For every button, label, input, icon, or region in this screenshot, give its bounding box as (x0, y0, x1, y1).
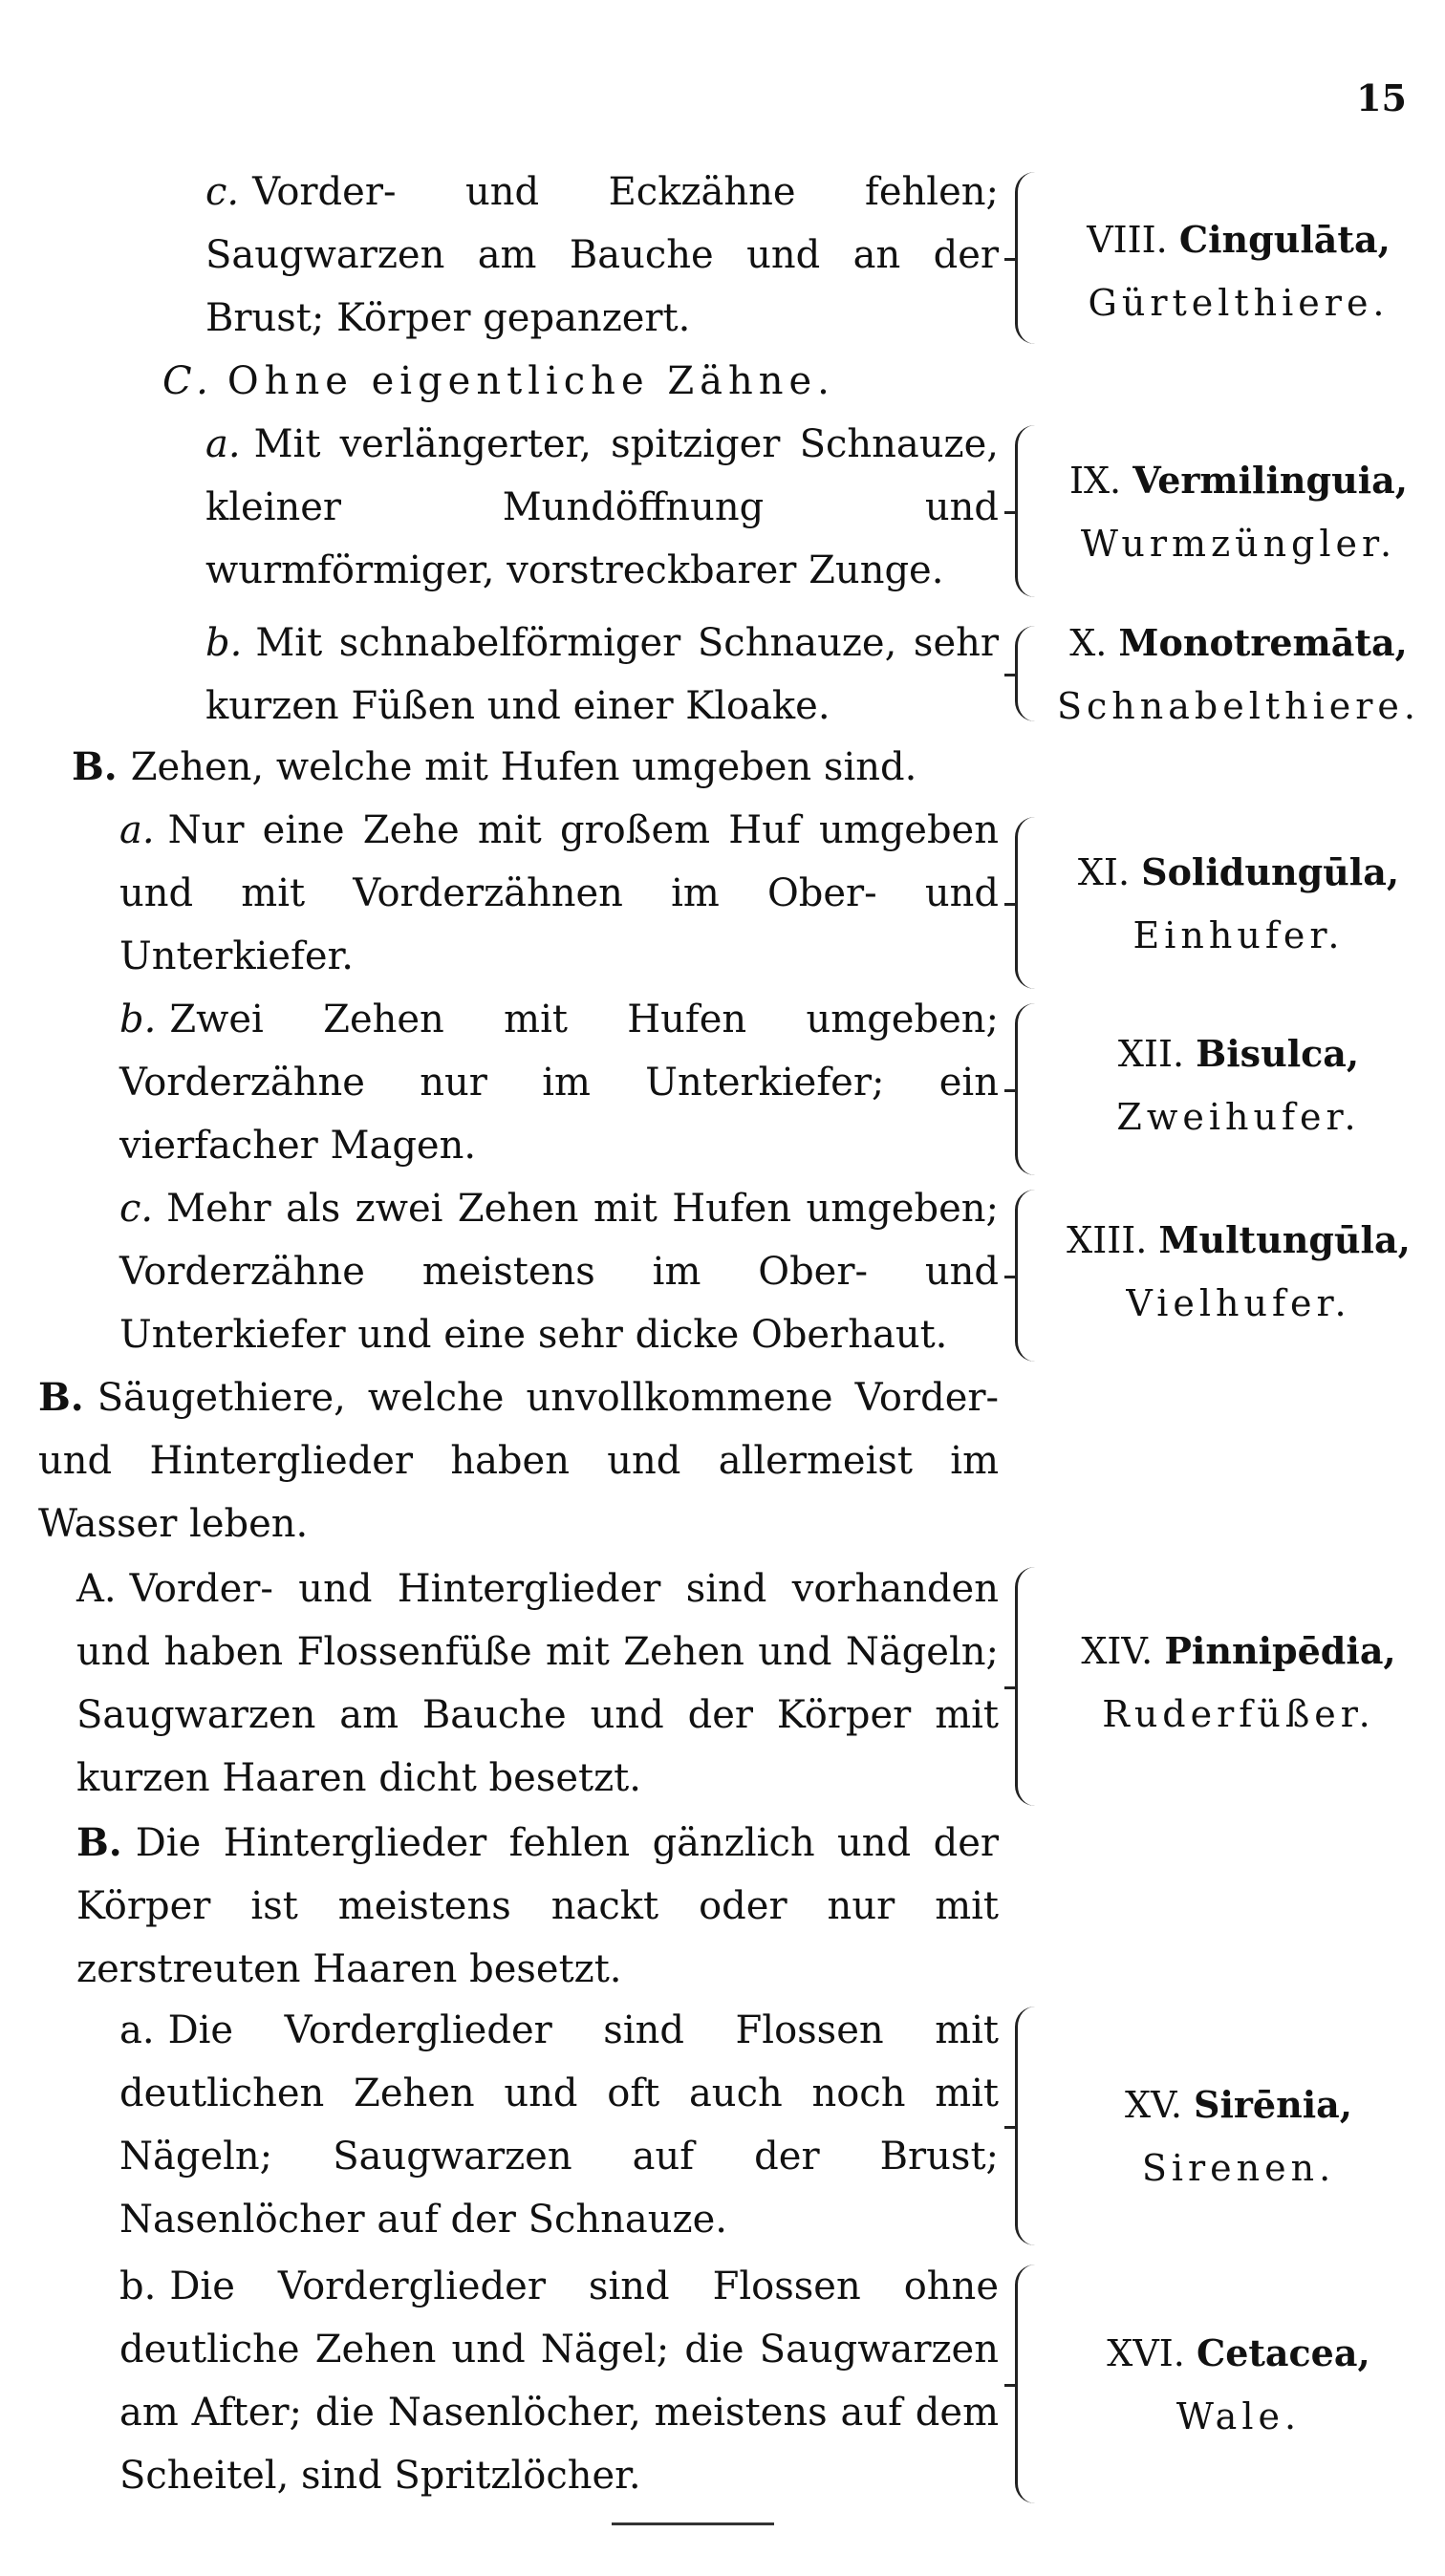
class-number: XVI. (1107, 2332, 1185, 2374)
entry-marker: a. (119, 2008, 155, 2052)
entry-text: Nur eine Zehe mit großem Huf umgeben und mit Vorderzähnen im Ober- und Unterkiefer. (119, 808, 999, 978)
class-label (1042, 1209, 1435, 1335)
class-german-name: Vielhufer. (1126, 1282, 1351, 1324)
class-label (1042, 449, 1435, 575)
entry-marker: c. (205, 170, 240, 214)
class-label (1042, 2322, 1435, 2448)
class-number: XI. (1077, 851, 1131, 893)
class-german-name: Ruderfüßer. (1102, 1693, 1375, 1735)
entry-text: Vorder- und Hinterglieder sind vorhanden und haben Flossenfüße mit Zehen und Nägeln; Saugwarzen am Bauche und der Körper mit kurzen Haaren dicht besetzt. (76, 1567, 999, 1800)
entry-marker: B. (76, 1820, 122, 1865)
class-latin-name: Solidungūla, (1141, 850, 1400, 893)
class-number: XIII. (1067, 1219, 1148, 1261)
entry-marker: b. (119, 2265, 157, 2308)
class-german-name: Gürtelthiere. (1088, 282, 1390, 324)
class-latin-name: Sirēnia, (1194, 2083, 1353, 2126)
entry-text: Die Vorderglieder sind Flossen mit deutlichen Zehen und oft auch noch mit Nägeln; Saugwarzen auf der Brust; Nasenlöcher auf der Schnauze. (119, 2008, 999, 2242)
entry-heading: Säugethiere, welche unvollkommene Vorder- und Hinterglieder haben und allermeist im Wasser leben. (38, 1376, 999, 1546)
entry-marker: A. (76, 1567, 117, 1611)
entry-text: Vorder- und Eckzähne fehlen; Saugwarzen am Bauche und an der Brust; Körper gepanzert. (205, 170, 999, 340)
entry-marker: c. (119, 1187, 154, 1231)
class-latin-name: Monotremāta, (1118, 621, 1408, 664)
class-number: IX. (1068, 460, 1122, 502)
brace (1015, 2265, 1035, 2503)
class-number: VIII. (1087, 219, 1168, 261)
class-german-name: Einhufer. (1132, 914, 1345, 956)
class-label (1042, 2073, 1435, 2200)
entry-marker: a. (205, 422, 241, 466)
class-number: XII. (1117, 1033, 1185, 1075)
entry-heading: Zehen, welche mit Hufen umgeben sind. (130, 745, 917, 789)
entry-marker: B. (38, 1375, 84, 1420)
class-latin-name: Bisulca, (1196, 1032, 1360, 1075)
entry-marker: b. (205, 621, 243, 665)
entry-marker: b. (119, 998, 157, 1041)
brace (1015, 1190, 1035, 1362)
class-label (1042, 841, 1435, 967)
entry-marker: C. (162, 359, 214, 403)
class-number: XIV. (1081, 1630, 1154, 1672)
class-latin-name: Cetacea, (1196, 2331, 1370, 2374)
class-label (1042, 1022, 1435, 1148)
entry-text: Mehr als zwei Zehen mit Hufen umgeben; Vorderzähne meistens im Ober- und Unterkiefer und eine sehr dicke Oberhaut. (119, 1187, 999, 1357)
brace (1015, 626, 1035, 721)
brace (1015, 425, 1035, 597)
class-label (1042, 1620, 1435, 1746)
brace (1015, 2007, 1035, 2245)
class-german-name: Sirenen. (1141, 2147, 1336, 2189)
class-label (1042, 208, 1435, 334)
entry-heading: Ohne eigentliche Zähne. (226, 359, 835, 403)
brace (1015, 817, 1035, 989)
page-number: 15 (1356, 76, 1407, 119)
class-latin-name: Pinnipēdia, (1164, 1629, 1396, 1672)
class-label (1042, 612, 1435, 738)
class-latin-name: Cingulāta, (1178, 218, 1391, 261)
entry-marker: B. (72, 744, 118, 789)
class-number: X. (1069, 622, 1108, 664)
entry-text: Mit verlängerter, spitziger Schnauze, kleiner Mundöffnung und wurmförmiger, vorstreckbarer Zunge. (205, 422, 999, 592)
class-german-name: Schnabelthiere. (1056, 685, 1420, 727)
entry-marker: a. (119, 808, 155, 852)
footer-rule (612, 2522, 774, 2525)
class-latin-name: Vermilinguia, (1132, 459, 1409, 502)
class-german-name: Zweihufer. (1116, 1096, 1361, 1138)
entry-text: Die Vorderglieder sind Flossen ohne deutliche Zehen und Nägel; die Saugwarzen am After; die Nasenlöcher, meistens auf dem Scheitel, sind Spritzlöcher. (119, 2265, 999, 2498)
entry-heading: Die Hinterglieder fehlen gänzlich und der Körper ist meistens nackt oder nur mit zerstreuten Haaren besetzt. (76, 1821, 999, 1991)
brace (1015, 172, 1035, 344)
class-number: XV. (1124, 2084, 1182, 2126)
class-latin-name: Multungūla, (1158, 1218, 1411, 1261)
class-german-name: Wurmzüngler. (1080, 523, 1397, 565)
class-german-name: Wale. (1175, 2395, 1302, 2437)
entry-text: Mit schnabelförmiger Schnauze, sehr kurzen Füßen und einer Kloake. (205, 621, 999, 728)
entry-text: Zwei Zehen mit Hufen umgeben; Vorderzähne nur im Unterkiefer; ein vierfacher Magen. (119, 998, 999, 1168)
brace (1015, 1003, 1035, 1175)
brace (1015, 1567, 1035, 1806)
